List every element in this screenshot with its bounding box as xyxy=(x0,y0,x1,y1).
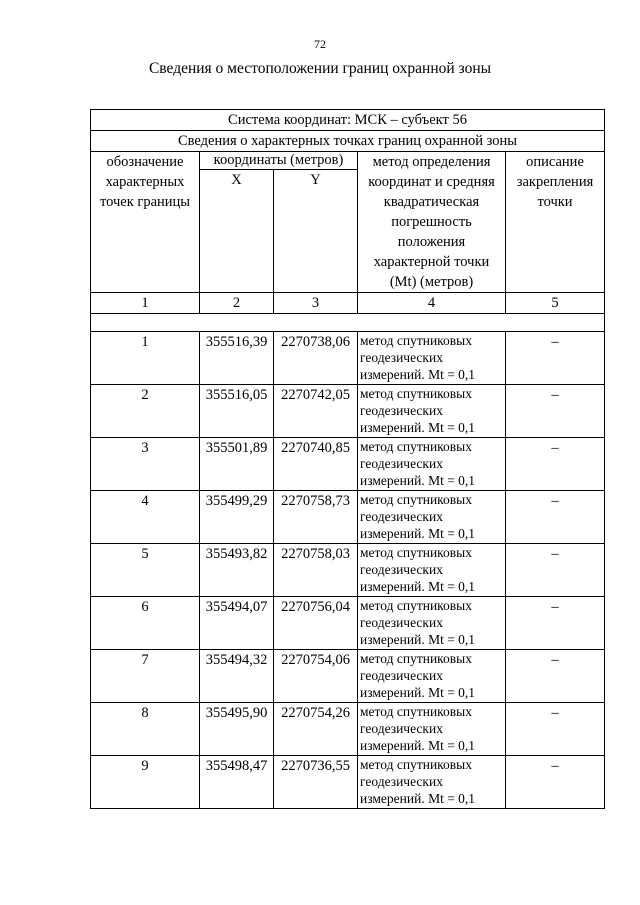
x-coordinate-cell: 355516,05 xyxy=(200,385,274,438)
point-number-cell: 6 xyxy=(91,597,200,650)
x-coordinate-cell: 355499,29 xyxy=(200,491,274,544)
y-coordinate-cell: 2270754,26 xyxy=(274,703,358,756)
description-cell: – xyxy=(506,332,605,385)
description-cell: – xyxy=(506,597,605,650)
coordinate-system-row: Система координат: МСК – субъект 56 xyxy=(91,110,605,131)
table-row xyxy=(91,332,605,385)
method-cell: метод спутниковых геодезических измерений. Mt = 0,1 xyxy=(358,703,506,756)
table-row xyxy=(91,650,605,703)
boundary-points-table xyxy=(90,109,605,809)
x-coordinate-cell: 355495,90 xyxy=(200,703,274,756)
column-number-5: 5 xyxy=(506,293,605,314)
point-number-cell: 2 xyxy=(91,385,200,438)
x-coordinate-cell: 355494,32 xyxy=(200,650,274,703)
point-number-cell: 1 xyxy=(91,332,200,385)
header-y: Y xyxy=(274,170,358,293)
method-cell: метод спутниковых геодезических измерений. Mt = 0,1 xyxy=(358,756,506,809)
method-cell: метод спутниковых геодезических измерений. Mt = 0,1 xyxy=(358,438,506,491)
table-row xyxy=(91,385,605,438)
y-coordinate-cell: 2270754,06 xyxy=(274,650,358,703)
table-row xyxy=(91,756,605,809)
header-coordinates: координаты (метров) xyxy=(200,152,358,170)
column-number-3: 3 xyxy=(274,293,358,314)
column-number-1: 1 xyxy=(91,293,200,314)
document-title: Сведения о местоположении границ охранной зоны xyxy=(148,60,492,77)
point-number-cell: 7 xyxy=(91,650,200,703)
description-cell: – xyxy=(506,438,605,491)
description-cell: – xyxy=(506,491,605,544)
header-x: X xyxy=(200,170,274,293)
y-coordinate-cell: 2270756,04 xyxy=(274,597,358,650)
description-cell: – xyxy=(506,544,605,597)
point-number-cell: 8 xyxy=(91,703,200,756)
point-number-cell: 3 xyxy=(91,438,200,491)
column-number-4: 4 xyxy=(358,293,506,314)
method-cell: метод спутниковых геодезических измерений. Mt = 0,1 xyxy=(358,332,506,385)
method-cell: метод спутниковых геодезических измерений. Mt = 0,1 xyxy=(358,650,506,703)
table-row xyxy=(91,703,605,756)
page-number: 72 xyxy=(314,37,326,51)
method-cell: метод спутниковых геодезических измерений. Mt = 0,1 xyxy=(358,385,506,438)
y-coordinate-cell: 2270758,73 xyxy=(274,491,358,544)
point-number-cell: 4 xyxy=(91,491,200,544)
y-coordinate-cell: 2270742,05 xyxy=(274,385,358,438)
x-coordinate-cell: 355498,47 xyxy=(200,756,274,809)
x-coordinate-cell: 355494,07 xyxy=(200,597,274,650)
y-coordinate-cell: 2270738,06 xyxy=(274,332,358,385)
header-method: метод определения координат и средняя квадратическая погрешность положения характерной точки (Mt) (метров) xyxy=(358,152,506,293)
method-cell: метод спутниковых геодезических измерений. Mt = 0,1 xyxy=(358,544,506,597)
x-coordinate-cell: 355501,89 xyxy=(200,438,274,491)
y-coordinate-cell: 2270740,85 xyxy=(274,438,358,491)
header-description: описание закрепления точки xyxy=(506,152,605,293)
header-designation: обозначение характерных точек границы xyxy=(91,152,200,293)
description-cell: – xyxy=(506,385,605,438)
x-coordinate-cell: 355516,39 xyxy=(200,332,274,385)
table-row xyxy=(91,544,605,597)
empty-separator-row xyxy=(91,314,605,332)
table-row xyxy=(91,438,605,491)
method-cell: метод спутниковых геодезических измерений. Mt = 0,1 xyxy=(358,597,506,650)
method-cell: метод спутниковых геодезических измерений. Mt = 0,1 xyxy=(358,491,506,544)
point-number-cell: 5 xyxy=(91,544,200,597)
table-row xyxy=(91,491,605,544)
y-coordinate-cell: 2270736,55 xyxy=(274,756,358,809)
point-number-cell: 9 xyxy=(91,756,200,809)
y-coordinate-cell: 2270758,03 xyxy=(274,544,358,597)
table-subtitle-row: Сведения о характерных точках границ охранной зоны xyxy=(91,131,605,152)
x-coordinate-cell: 355493,82 xyxy=(200,544,274,597)
table-row xyxy=(91,597,605,650)
description-cell: – xyxy=(506,650,605,703)
column-number-2: 2 xyxy=(200,293,274,314)
description-cell: – xyxy=(506,703,605,756)
description-cell: – xyxy=(506,756,605,809)
